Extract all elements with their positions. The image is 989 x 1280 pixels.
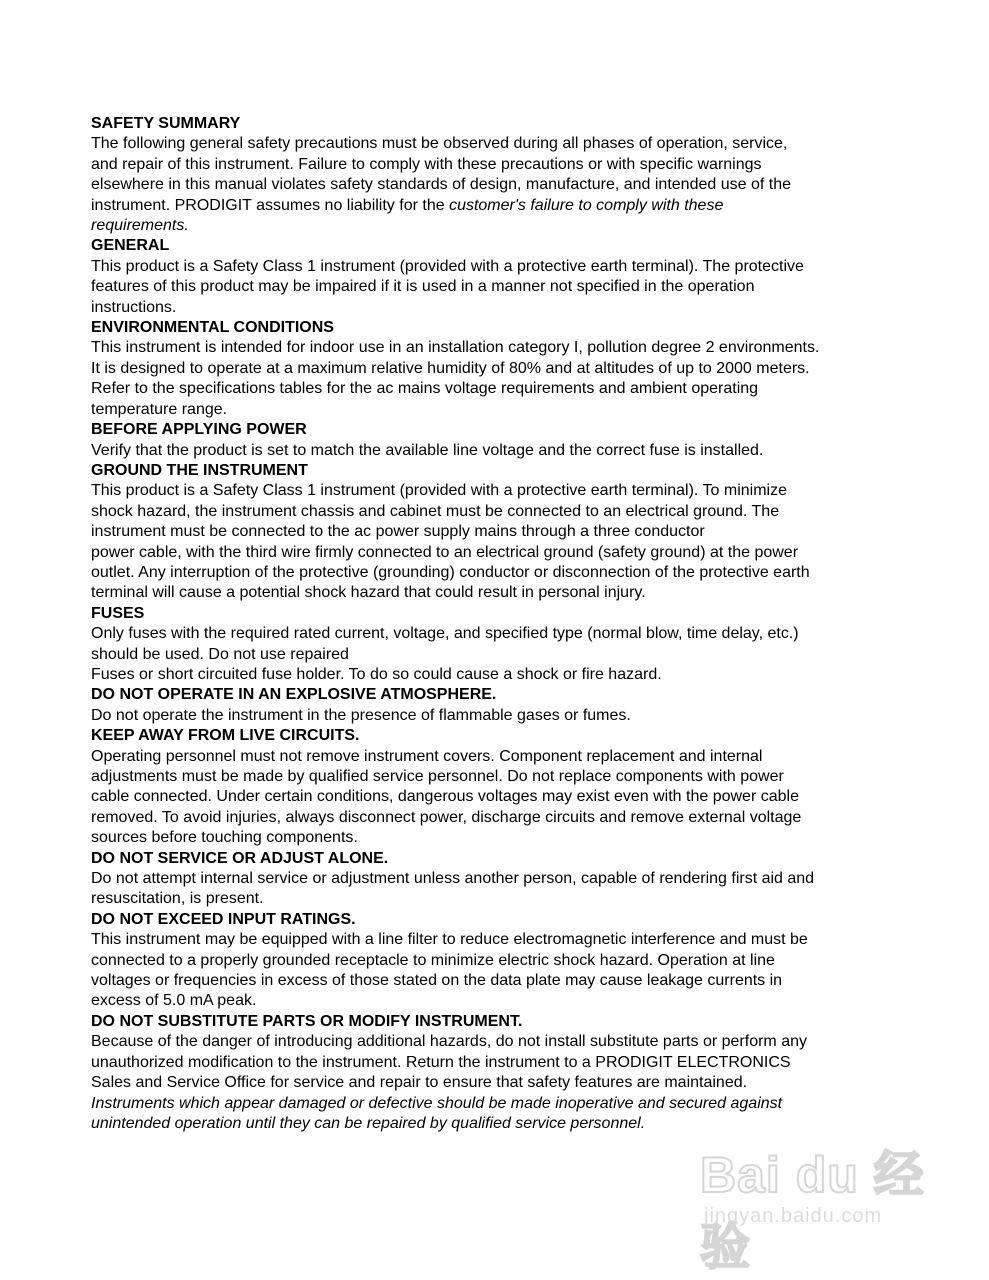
paragraph-safety-summary-text: The following general safety precautions must be observed during all phases of operation, service, and repair of this instrument. Failure to comply with these precautions or with specific warnings elsewhere in this manual violates safety standards of design, manufacture, and intended use of the instrument. PRODIGIT assumes no liability for the — [91, 135, 791, 214]
paragraph-safety-summary — [91, 134, 911, 236]
heading-environmental-conditions: ENVIRONMENTAL CONDITIONS — [91, 319, 334, 337]
heading-substitute-parts: DO NOT SUBSTITUTE PARTS OR MODIFY INSTRUMENT. — [91, 1012, 523, 1030]
paragraph-substitute-parts: Because of the danger of introducing additional hazards, do not install substitute parts or perform any unauthorized modification to the instrument. Return the instrument to a PRODIGIT ELECTRONICS Sales and Service Office for service and repair to ensure that safety features are maintained. — [91, 1033, 807, 1092]
document-page — [91, 114, 911, 1134]
paragraph-live-circuits: Operating personnel must not remove instrument covers. Component replacement and internal adjustments must be made by qualified service personnel. Do not replace components with power cable connected. Under certain conditions, dangerous voltages may exist even with the power cable removed. To avoid injuries, always disconnect power, discharge circuits and remove external voltage sources before touching components. — [91, 747, 802, 847]
heading-fuses: FUSES — [91, 604, 145, 622]
paragraph-before-applying-power: Verify that the product is set to match the available line voltage and the correct fuse is installed. — [91, 441, 764, 459]
paragraph-safety-summary-italic: customer's failure to comply with these requirements. — [91, 196, 724, 235]
paragraph-ground-the-instrument: This product is a Safety Class 1 instrument (provided with a protective earth terminal). To minimize shock hazard, the instrument chassis and cabinet must be connected to an electrical ground. The instrument must be connected to the ac power supply mains through a three conductor power cable, with the third wire firmly connected to an electrical ground (safety ground) at the power outlet. Any interruption of the protective (grounding) conductor or disconnection of the protective earth terminal will cause a potential shock hazard that could result in personal injury. — [91, 482, 810, 602]
heading-live-circuits: KEEP AWAY FROM LIVE CIRCUITS. — [91, 727, 360, 745]
heading-ground-the-instrument: GROUND THE INSTRUMENT — [91, 461, 308, 479]
paragraph-general: This product is a Safety Class 1 instrument (provided with a protective earth terminal). The protective features of this product may be impaired if it is used in a manner not specified in the operation instructions. — [91, 257, 804, 316]
heading-before-applying-power: BEFORE APPLYING POWER — [91, 421, 307, 439]
heading-service-alone: DO NOT SERVICE OR ADJUST ALONE. — [91, 849, 389, 867]
baidu-watermark-url: jingyan.baidu.com — [704, 1205, 883, 1227]
baidu-watermark — [700, 1135, 940, 1275]
heading-general: GENERAL — [91, 237, 170, 255]
heading-input-ratings: DO NOT EXCEED INPUT RATINGS. — [91, 910, 356, 928]
heading-explosive-atmosphere: DO NOT OPERATE IN AN EXPLOSIVE ATMOSPHERE. — [91, 686, 497, 704]
heading-safety-summary: SAFETY SUMMARY — [91, 115, 241, 132]
paragraph-input-ratings: This instrument may be equipped with a line filter to reduce electromagnetic interference and must be connected to a properly grounded receptacle to minimize electric shock hazard. Operation at line voltages or frequencies in excess of those stated on the data plate may cause leakage currents in excess of 5.0 mA peak. — [91, 931, 808, 1010]
paragraph-fuses: Only fuses with the required rated current, voltage, and specified type (normal blow, time delay, etc.) should be used. Do not use repaired Fuses or short circuited fuse holder. To do so could cause a shock or fire hazard. — [91, 625, 799, 683]
paragraph-environmental-conditions: This instrument is intended for indoor use in an installation category I, pollution degree 2 environments. It is designed to operate at a maximum relative humidity of 80% and at altitudes of up to 2000 meters. Refer to the specifications tables for the ac mains voltage requirements and ambient operating temperature range. — [91, 339, 820, 418]
paragraph-service-alone: Do not attempt internal service or adjustment unless another person, capable of rendering first aid and resuscitation, is present. — [91, 870, 815, 908]
paragraph-substitute-parts-italic: Instruments which appear damaged or defective should be made inoperative and secured against unintended operation until they can be repaired by qualified service personnel. — [91, 1094, 783, 1132]
paragraph-explosive-atmosphere: Do not operate the instrument in the presence of flammable gases or fumes. — [91, 706, 631, 724]
baidu-watermark-logo: Bai du 经验 — [700, 1147, 925, 1275]
